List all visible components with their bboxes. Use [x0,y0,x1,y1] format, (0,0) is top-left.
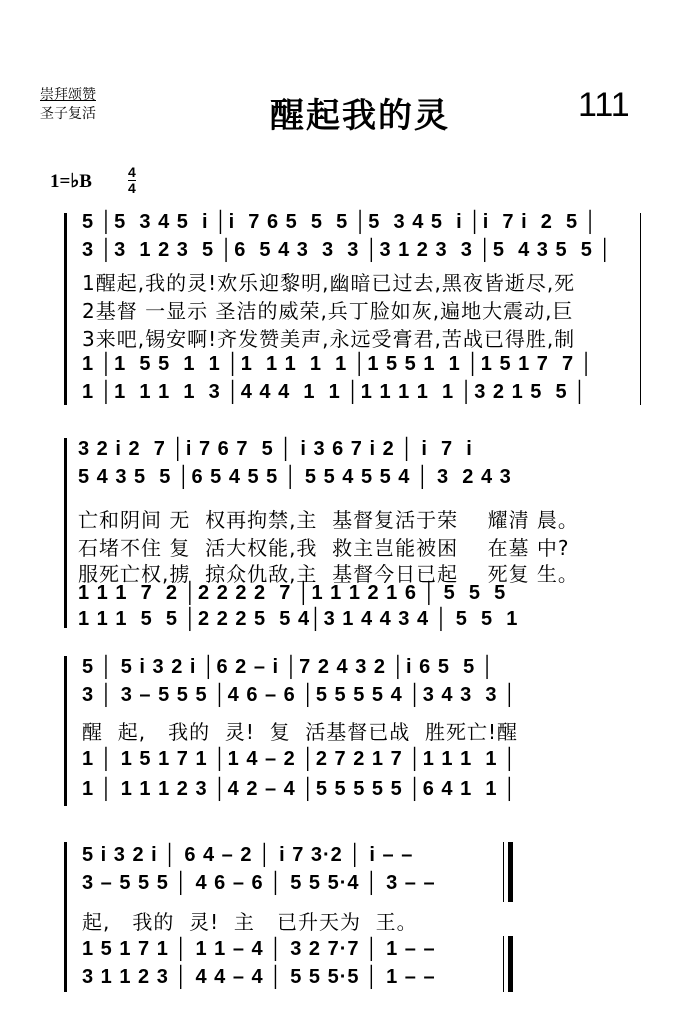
hymn-number: 111 [578,86,630,124]
tenor-line: 1 1 1 7 2 │2 2 2 2 7 │1 1 1 2 1 6 │ 5 5 5 [78,582,507,604]
final-thin-barline [503,842,504,902]
category-resurrection: 圣子复活 [40,106,96,122]
bass-line: 1 1 1 5 5 │2 2 2 5 5 4│3 1 4 4 3 4 │ 5 5 1 [78,608,519,630]
bass-line: 1 │1 1 1 1 3 │4 4 4 1 1 │1 1 1 1 1 │3 2 1 5 5 │ [82,381,588,403]
final-thin-barline [503,936,504,992]
tenor-line: 1 │1 5 5 1 1 │1 1 1 1 1 │1 5 5 1 1 │1 5 1 7 7 │ [82,353,595,375]
bass-line: 1 │ 1 1 1 2 3 │4 2 – 4 │5 5 5 5 5 │6 4 1 1 │ [82,778,518,800]
score-system-3 [0,652,700,812]
alto-line: 3 – 5 5 5 │ 4 6 – 6 │ 5 5 5·4 │ 3 – – [82,872,436,894]
soprano-line: 5 │ 5 i 3 2 i │6 2 – i │7 2 4 3 2 │i 6 5 5 │ [82,656,496,678]
score-system-4 [0,838,700,998]
hymn-title: 醒起我的灵 [270,96,450,136]
lyric-verse-2: 2基督 一显示 圣洁的威荣,兵丁脸如灰,遍地大震动,巨 [82,299,574,323]
soprano-line: 5 i 3 2 i │ 6 4 – 2 │ i 7 3·2 │ i – – [82,844,414,866]
system-bracket [64,438,71,628]
alto-line: 3 │ 3 – 5 5 5 │4 6 – 6 │5 5 5 5 4 │3 4 3 3 │ [82,684,518,706]
final-thick-barline [508,842,513,902]
lyric-verse-1: 亡和阴间 无 权再拘禁,主 基督复活于荣 耀清 晨。 [78,508,579,532]
tenor-line: 1 │ 1 5 1 7 1 │1 4 – 2 │2 7 2 1 7 │1 1 1 1 │ [82,748,518,770]
lyric-verse-1: 起, 我的 灵! 主 已升天为 王。 [82,910,418,934]
lyric-verse-1: 醒 起, 我的 灵! 复 活基督已战 胜死亡!醒 [82,720,519,744]
soprano-line: 3 2 i 2 7 │i 7 6 7 5 │ i 3 6 7 i 2 │ i 7 i [78,438,473,460]
alto-line: 3 │3 1 2 3 5 │6 5 4 3 3 3 │3 1 2 3 3 │5 4 3 5 5 │ [82,239,613,261]
system-bracket [64,842,71,992]
category-labels [40,86,96,124]
time-signature [128,165,136,196]
score-system-1 [0,205,700,410]
key-signature: 1=♭B [50,171,92,192]
time-signature-top: 4 [128,164,136,180]
tenor-line: 1 5 1 7 1 │ 1 1 – 4 │ 3 2 7·7 │ 1 – – [82,938,436,960]
system-bracket [64,213,71,405]
lyric-verse-3: 3来吧,锡安啊!齐发赞美声,永远受膏君,苦战已得胜,制 [82,327,576,351]
time-signature-bottom: 4 [128,180,136,196]
category-worship: 崇拜颂赞 [40,87,96,103]
final-thick-barline [508,936,513,992]
score-system-2 [0,430,700,630]
bass-line: 3 1 1 2 3 │ 4 4 – 4 │ 5 5 5·5 │ 1 – – [82,966,436,988]
lyric-verse-2: 石堵不住 复 活大权能,我 救主岂能被困 在墓 中? [78,536,570,560]
lyric-verse-1: 1醒起,我的灵!欢乐迎黎明,幽暗已过去,黑夜皆逝尽,死 [82,271,576,295]
lyric-verse-3: 服死亡权,掳 掠众仇敌,主 基督今日已起 死复 生。 [78,562,579,586]
system-bracket [64,656,71,806]
barline [640,213,641,405]
soprano-line: 5 │5 3 4 5 i │i 7 6 5 5 5 │5 3 4 5 i │i 7 i 2 5 │ [82,211,599,233]
alto-line: 5 4 3 5 5 │6 5 4 5 5 │ 5 5 4 5 5 4 │ 3 2 4 3 [78,466,512,488]
